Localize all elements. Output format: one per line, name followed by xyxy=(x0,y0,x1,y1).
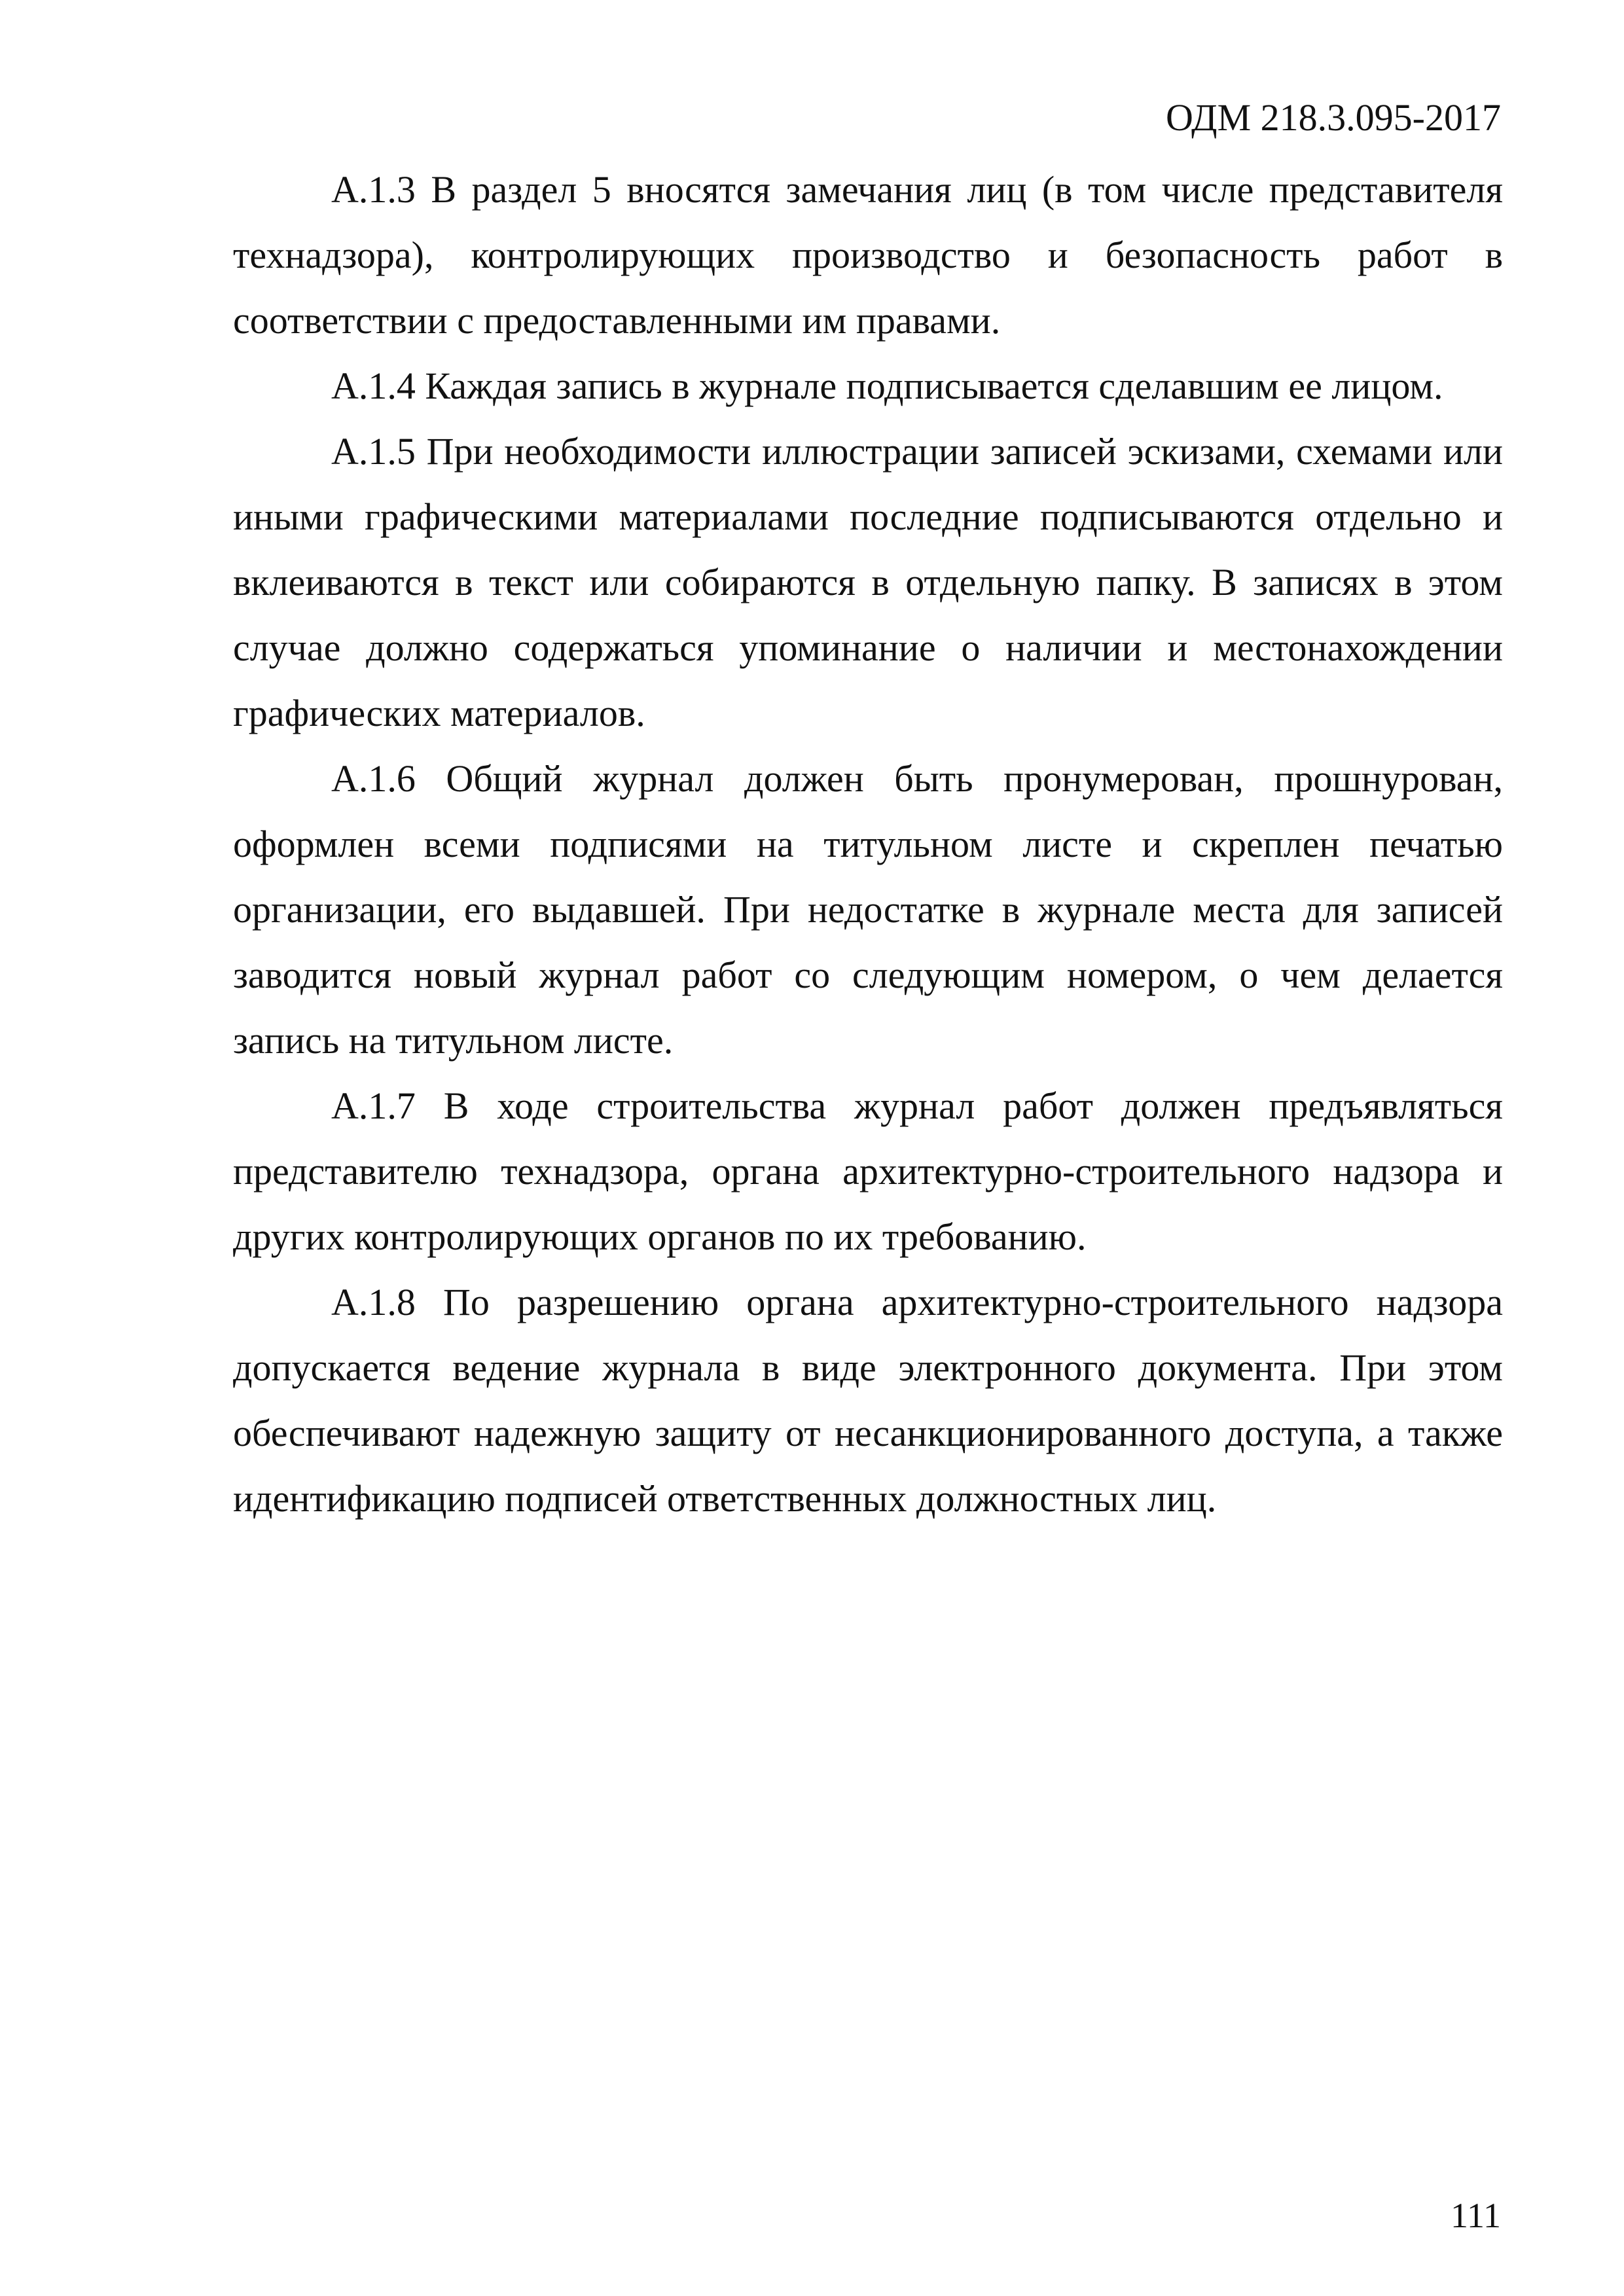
paragraph-a-1-3: А.1.3 В раздел 5 вносятся замечания лиц (в том числе представителя технадзора), контролирующих производство и безопасность работ в соответствии с предоставленными им правами. xyxy=(233,168,1503,342)
paragraph-a-1-5: А.1.5 При необходимости иллюстрации записей эскизами, схемами или иными графическими материалами последние подписываются отдельно и вклеиваются в текст или собираются в отдельную папку. В записях в этом случае должно содержаться упоминание о наличии и местонахождении графических материалов. xyxy=(233,430,1503,734)
paragraph-a-1-6: А.1.6 Общий журнал должен быть пронумерован, прошнурован, оформлен всеми подписями на титульном листе и скреплен печатью организации, его выдавшей. При недостатке в журнале места для записей заводится новый журнал работ со следующим номером, о чем делается запись на титульном листе. xyxy=(233,757,1503,1062)
page-number: 111 xyxy=(1451,2196,1501,2235)
paragraph-a-1-4: А.1.4 Каждая запись в журнале подписывается сделавшим ее лицом. xyxy=(331,365,1443,407)
paragraph-a-1-7: А.1.7 В ходе строительства журнал работ должен предъявляться представителю технадзора, органа архитектурно-строительного надзора и других контролирующих органов по их требованию. xyxy=(233,1085,1503,1258)
document-body xyxy=(233,157,1503,1532)
paragraph-a-1-8: А.1.8 По разрешению органа архитектурно-строительного надзора допускается ведение журнала в виде электронного документа. При этом обеспечивают надежную защиту от несанкционированного доступа, а также идентификацию подписей ответственных должностных лиц. xyxy=(233,1281,1503,1520)
document-code-header: ОДМ 218.3.095-2017 xyxy=(1166,96,1501,139)
